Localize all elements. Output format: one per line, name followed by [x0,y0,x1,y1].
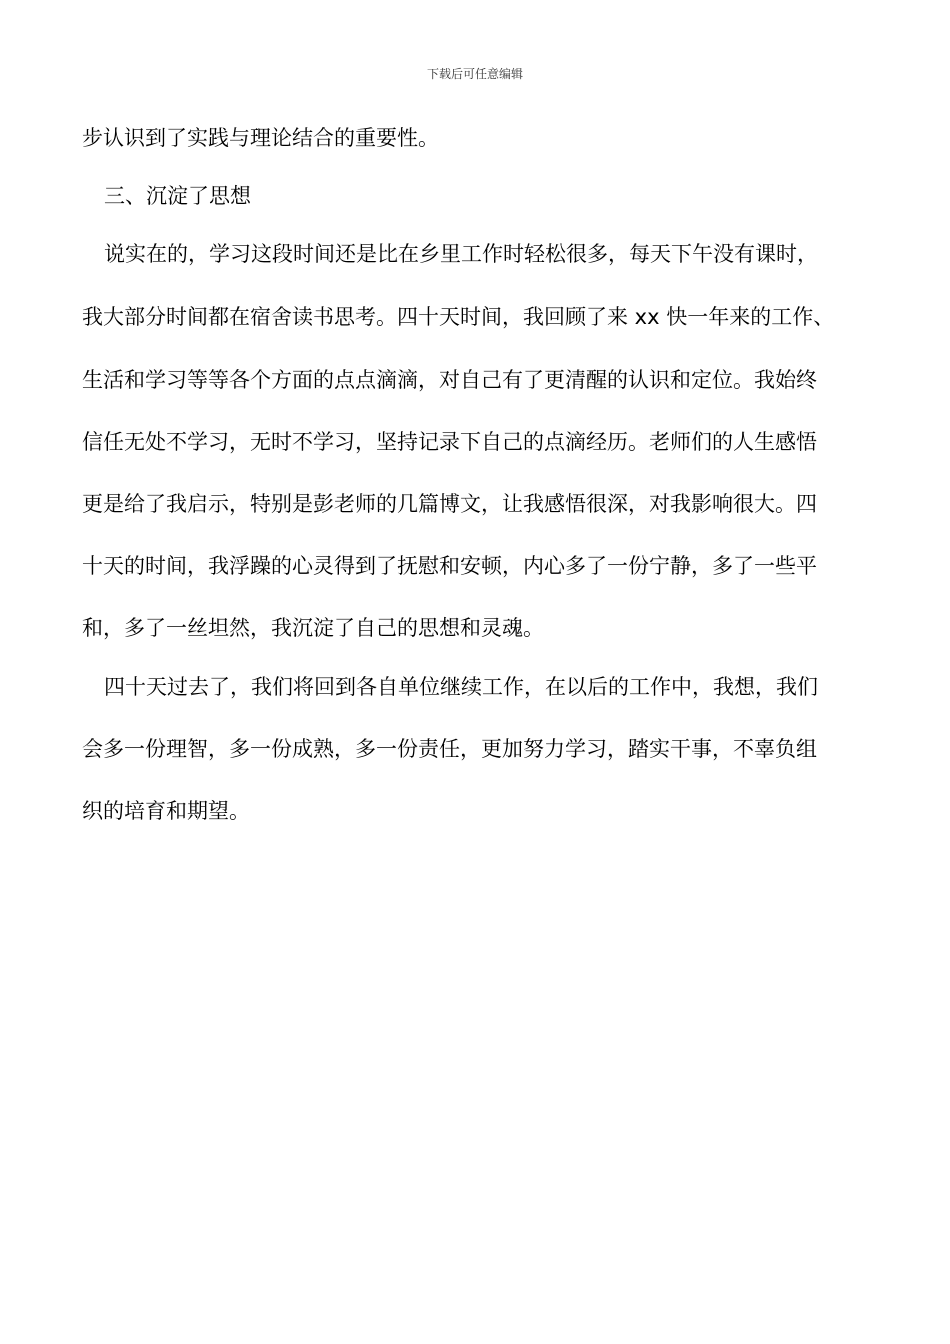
text-line: 说实在的，学习这段时间还是比在乡里工作时轻松很多，每天下午没有课时， [104,242,818,266]
text-line: 会多一份理智，多一份成熟，多一份责任，更加努力学习，踏实干事，不辜负组 [82,737,817,761]
text-line: 步认识到了实践与理论结合的重要性。 [82,126,439,150]
text-line: 生活和学习等等各个方面的点点滴滴，对自己有了更清醒的认识和定位。我始终 [82,368,817,392]
text-line: 更是给了我启示，特别是彭老师的几篇博文，让我感悟很深，对我影响很大。四 [82,492,817,516]
text-line: 我大部分时间都在宿舍读书思考。四十天时间，我回顾了来 xx 快一年来的工作、 [82,305,835,329]
text-line: 四十天过去了，我们将回到各自单位继续工作，在以后的工作中，我想，我们 [104,675,818,699]
text-line: 十天的时间，我浮躁的心灵得到了抚慰和安顿，内心多了一份宁静，多了一些平 [82,554,817,578]
text-line: 和，多了一丝坦然，我沉淀了自己的思想和灵魂。 [82,616,544,640]
text-line: 信任无处不学习，无时不学习，坚持记录下自己的点滴经历。老师们的人生感悟 [82,430,817,454]
section-heading: 三、沉淀了思想 [104,184,251,208]
text-line: 织的培育和期望。 [82,799,250,823]
page-header: 下载后可任意编辑 [426,67,523,81]
